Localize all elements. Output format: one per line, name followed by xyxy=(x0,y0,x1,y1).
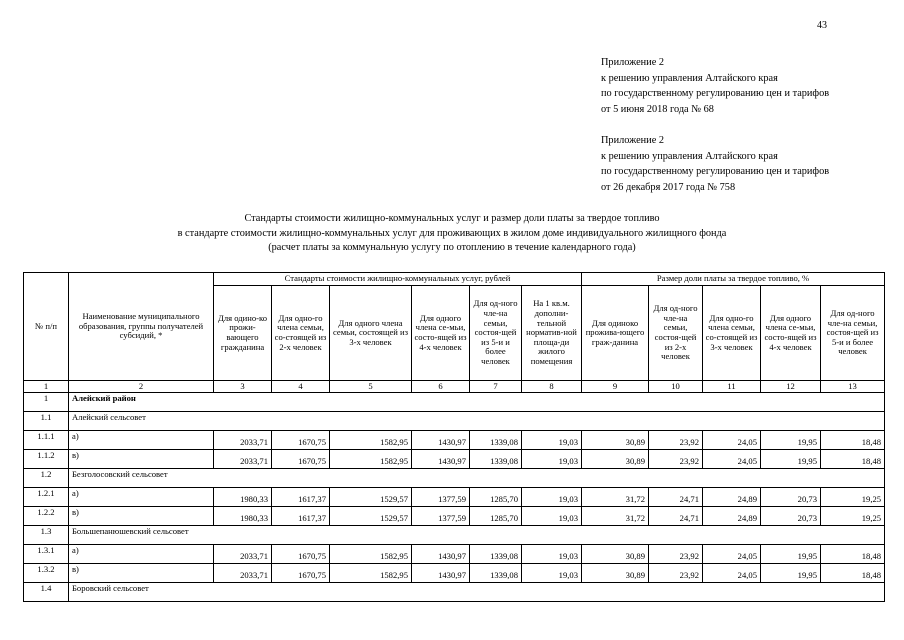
settlement-name: Большепанюшевский сельсовет xyxy=(69,526,885,545)
table-cell: 20,73 xyxy=(761,507,821,526)
table-cell: 1430,97 xyxy=(412,564,470,583)
table-cell: 19,25 xyxy=(821,507,885,526)
settlement-name: Безголосовский сельсовет xyxy=(69,469,885,488)
table-row xyxy=(24,431,885,450)
header-col: Для одного члена семьи, состоящей из 3-х человек xyxy=(330,286,412,381)
table-cell: 30,89 xyxy=(582,564,649,583)
table-cell: 1529,57 xyxy=(330,488,412,507)
table-cell: 19,03 xyxy=(522,564,582,583)
settlement-name: Алейский сельсовет xyxy=(69,412,885,431)
row-number: 1.3.2 xyxy=(24,564,69,583)
table-cell: 20,73 xyxy=(761,488,821,507)
document-title xyxy=(0,212,904,256)
group-label: а) xyxy=(69,431,214,450)
column-number: 5 xyxy=(330,381,412,393)
appendix-line: к решению управления Алтайского края xyxy=(601,72,778,84)
table-cell: 24,89 xyxy=(703,488,761,507)
table-cell: 23,92 xyxy=(649,545,703,564)
table-cell: 1339,08 xyxy=(470,545,522,564)
row-number: 1 xyxy=(24,393,69,412)
table-row xyxy=(24,507,885,526)
appendix-line: от 5 июня 2018 года № 68 xyxy=(601,103,714,115)
table-cell: 1339,08 xyxy=(470,564,522,583)
table-cell: 1670,75 xyxy=(272,450,330,469)
table-cell: 30,89 xyxy=(582,545,649,564)
table-cell: 18,48 xyxy=(821,545,885,564)
table-row xyxy=(24,545,885,564)
table-cell: 1377,59 xyxy=(412,488,470,507)
section-row xyxy=(24,526,885,545)
header-col: Для од-ного чле-на семьи, состоя-щей из 2-х человек xyxy=(649,286,703,381)
title-line: (расчет платы за коммунальную услугу по отоплению в течение календарного года) xyxy=(268,242,636,253)
appendix-block-current xyxy=(601,55,829,117)
table-cell: 24,71 xyxy=(649,507,703,526)
table-cell: 23,92 xyxy=(649,431,703,450)
district-row xyxy=(24,393,885,412)
group-label: а) xyxy=(69,545,214,564)
column-number: 3 xyxy=(214,381,272,393)
appendix-line: по государственному регулированию цен и тарифов xyxy=(601,88,830,99)
column-number: 13 xyxy=(821,381,885,393)
header-col: Для одного члена се-мьи, состо-ящей из 4-х человек xyxy=(761,286,821,381)
table-cell: 30,89 xyxy=(582,431,649,450)
table-cell: 2033,71 xyxy=(214,564,272,583)
group-label: в) xyxy=(69,507,214,526)
section-row xyxy=(24,469,885,488)
table-cell: 1617,37 xyxy=(272,488,330,507)
header-name: Наименование муниципального образования, группы получателей субсидий, * xyxy=(69,273,214,381)
column-number: 7 xyxy=(470,381,522,393)
table-cell: 1285,70 xyxy=(470,488,522,507)
appendix-line: Приложение 2 xyxy=(601,57,664,68)
table-cell: 1980,33 xyxy=(214,507,272,526)
header-no: № п/п xyxy=(24,273,69,381)
appendix-line: по государственному регулированию цен и тарифов xyxy=(601,166,830,177)
table-cell: 23,92 xyxy=(649,564,703,583)
column-number: 10 xyxy=(649,381,703,393)
table-cell: 1529,57 xyxy=(330,507,412,526)
row-number: 1.1.1 xyxy=(24,431,69,450)
row-number: 1.2 xyxy=(24,469,69,488)
table-cell: 30,89 xyxy=(582,450,649,469)
header-col: Для одно-го члена семьи, со-стоящей из 3-х человек xyxy=(703,286,761,381)
table-cell: 19,03 xyxy=(522,431,582,450)
table-row xyxy=(24,488,885,507)
table-cell: 1980,33 xyxy=(214,488,272,507)
table-cell: 1670,75 xyxy=(272,564,330,583)
table-cell: 1285,70 xyxy=(470,507,522,526)
table-cell: 19,25 xyxy=(821,488,885,507)
table-cell: 2033,71 xyxy=(214,431,272,450)
table-cell: 18,48 xyxy=(821,450,885,469)
table-cell: 19,03 xyxy=(522,450,582,469)
page-number: 43 xyxy=(817,20,827,31)
table-cell: 1430,97 xyxy=(412,545,470,564)
column-number: 8 xyxy=(522,381,582,393)
table-cell: 24,05 xyxy=(703,545,761,564)
appendix-line: от 26 декабря 2017 года № 758 xyxy=(601,181,736,193)
header-col: Для одиноко прожива-ющего граж-данина xyxy=(582,286,649,381)
settlement-name: Боровский сельсовет xyxy=(69,583,885,602)
district-name: Алейский район xyxy=(69,393,885,412)
header-col: Для одного члена се-мьи, состо-ящей из 4-х человек xyxy=(412,286,470,381)
table-cell: 1582,95 xyxy=(330,431,412,450)
row-number: 1.2.2 xyxy=(24,507,69,526)
table-cell: 1339,08 xyxy=(470,450,522,469)
table-cell: 24,05 xyxy=(703,450,761,469)
row-number: 1.1 xyxy=(24,412,69,431)
table-cell: 19,03 xyxy=(522,545,582,564)
table-cell: 1617,37 xyxy=(272,507,330,526)
table-cell: 19,95 xyxy=(761,431,821,450)
column-number: 12 xyxy=(761,381,821,393)
column-number: 4 xyxy=(272,381,330,393)
table-cell: 1670,75 xyxy=(272,545,330,564)
header-col: Для одно-го члена семьи, со-стоящей из 2-х человек xyxy=(272,286,330,381)
column-number: 6 xyxy=(412,381,470,393)
table-cell: 31,72 xyxy=(582,507,649,526)
table-cell: 1670,75 xyxy=(272,431,330,450)
appendix-line: к решению управления Алтайского края xyxy=(601,150,778,162)
table-cell: 24,71 xyxy=(649,488,703,507)
group-label: а) xyxy=(69,488,214,507)
section-row xyxy=(24,412,885,431)
table-cell: 1582,95 xyxy=(330,564,412,583)
header-col: Для од-ного чле-на семьи, состоя-щей из 5-и и более человек xyxy=(470,286,522,381)
table-cell: 19,95 xyxy=(761,545,821,564)
header-group-standards: Стандарты стоимости жилищно-коммунальных услуг, рублей xyxy=(214,273,582,286)
table-row xyxy=(24,564,885,583)
row-number: 1.4 xyxy=(24,583,69,602)
table-cell: 1430,97 xyxy=(412,450,470,469)
row-number: 1.3 xyxy=(24,526,69,545)
table-cell: 1377,59 xyxy=(412,507,470,526)
header-col: На 1 кв.м. дополни-тельной норматив-ной площа-ди жилого помещения xyxy=(522,286,582,381)
table-cell: 19,95 xyxy=(761,450,821,469)
title-line: в стандарте стоимости жилищно-коммунальных услуг для проживающих в жилом доме индивидуального жилищного фонда xyxy=(177,227,727,239)
table-cell: 24,89 xyxy=(703,507,761,526)
table-cell: 18,48 xyxy=(821,431,885,450)
table-cell: 1582,95 xyxy=(330,545,412,564)
table-cell: 1339,08 xyxy=(470,431,522,450)
column-number: 11 xyxy=(703,381,761,393)
table-cell: 24,05 xyxy=(703,564,761,583)
table-cell: 2033,71 xyxy=(214,450,272,469)
header-col: Для одино-ко прожи-вающего гражданина xyxy=(214,286,272,381)
appendix-block-previous xyxy=(601,133,829,195)
table-cell: 1430,97 xyxy=(412,431,470,450)
table-row xyxy=(24,450,885,469)
table-cell: 19,03 xyxy=(522,488,582,507)
tariff-table xyxy=(23,272,885,602)
table-cell: 19,03 xyxy=(522,507,582,526)
row-number: 1.1.2 xyxy=(24,450,69,469)
appendix-line: Приложение 2 xyxy=(601,135,664,146)
column-number: 1 xyxy=(24,381,69,393)
row-number: 1.2.1 xyxy=(24,488,69,507)
table-cell: 23,92 xyxy=(649,450,703,469)
column-number: 9 xyxy=(582,381,649,393)
column-number: 2 xyxy=(69,381,214,393)
title-line: Стандарты стоимости жилищно-коммунальных услуг и размер доли платы за твердое топливо xyxy=(244,213,660,224)
table-cell: 2033,71 xyxy=(214,545,272,564)
group-label: в) xyxy=(69,564,214,583)
table-cell: 19,95 xyxy=(761,564,821,583)
header-col: Для од-ного чле-на семьи, состоя-щей из 5-и и более человек xyxy=(821,286,885,381)
table-cell: 1582,95 xyxy=(330,450,412,469)
group-label: в) xyxy=(69,450,214,469)
table-cell: 18,48 xyxy=(821,564,885,583)
table-cell: 31,72 xyxy=(582,488,649,507)
row-number: 1.3.1 xyxy=(24,545,69,564)
header-group-share: Размер доли платы за твердое топливо, % xyxy=(582,273,885,286)
section-row xyxy=(24,583,885,602)
table-cell: 24,05 xyxy=(703,431,761,450)
